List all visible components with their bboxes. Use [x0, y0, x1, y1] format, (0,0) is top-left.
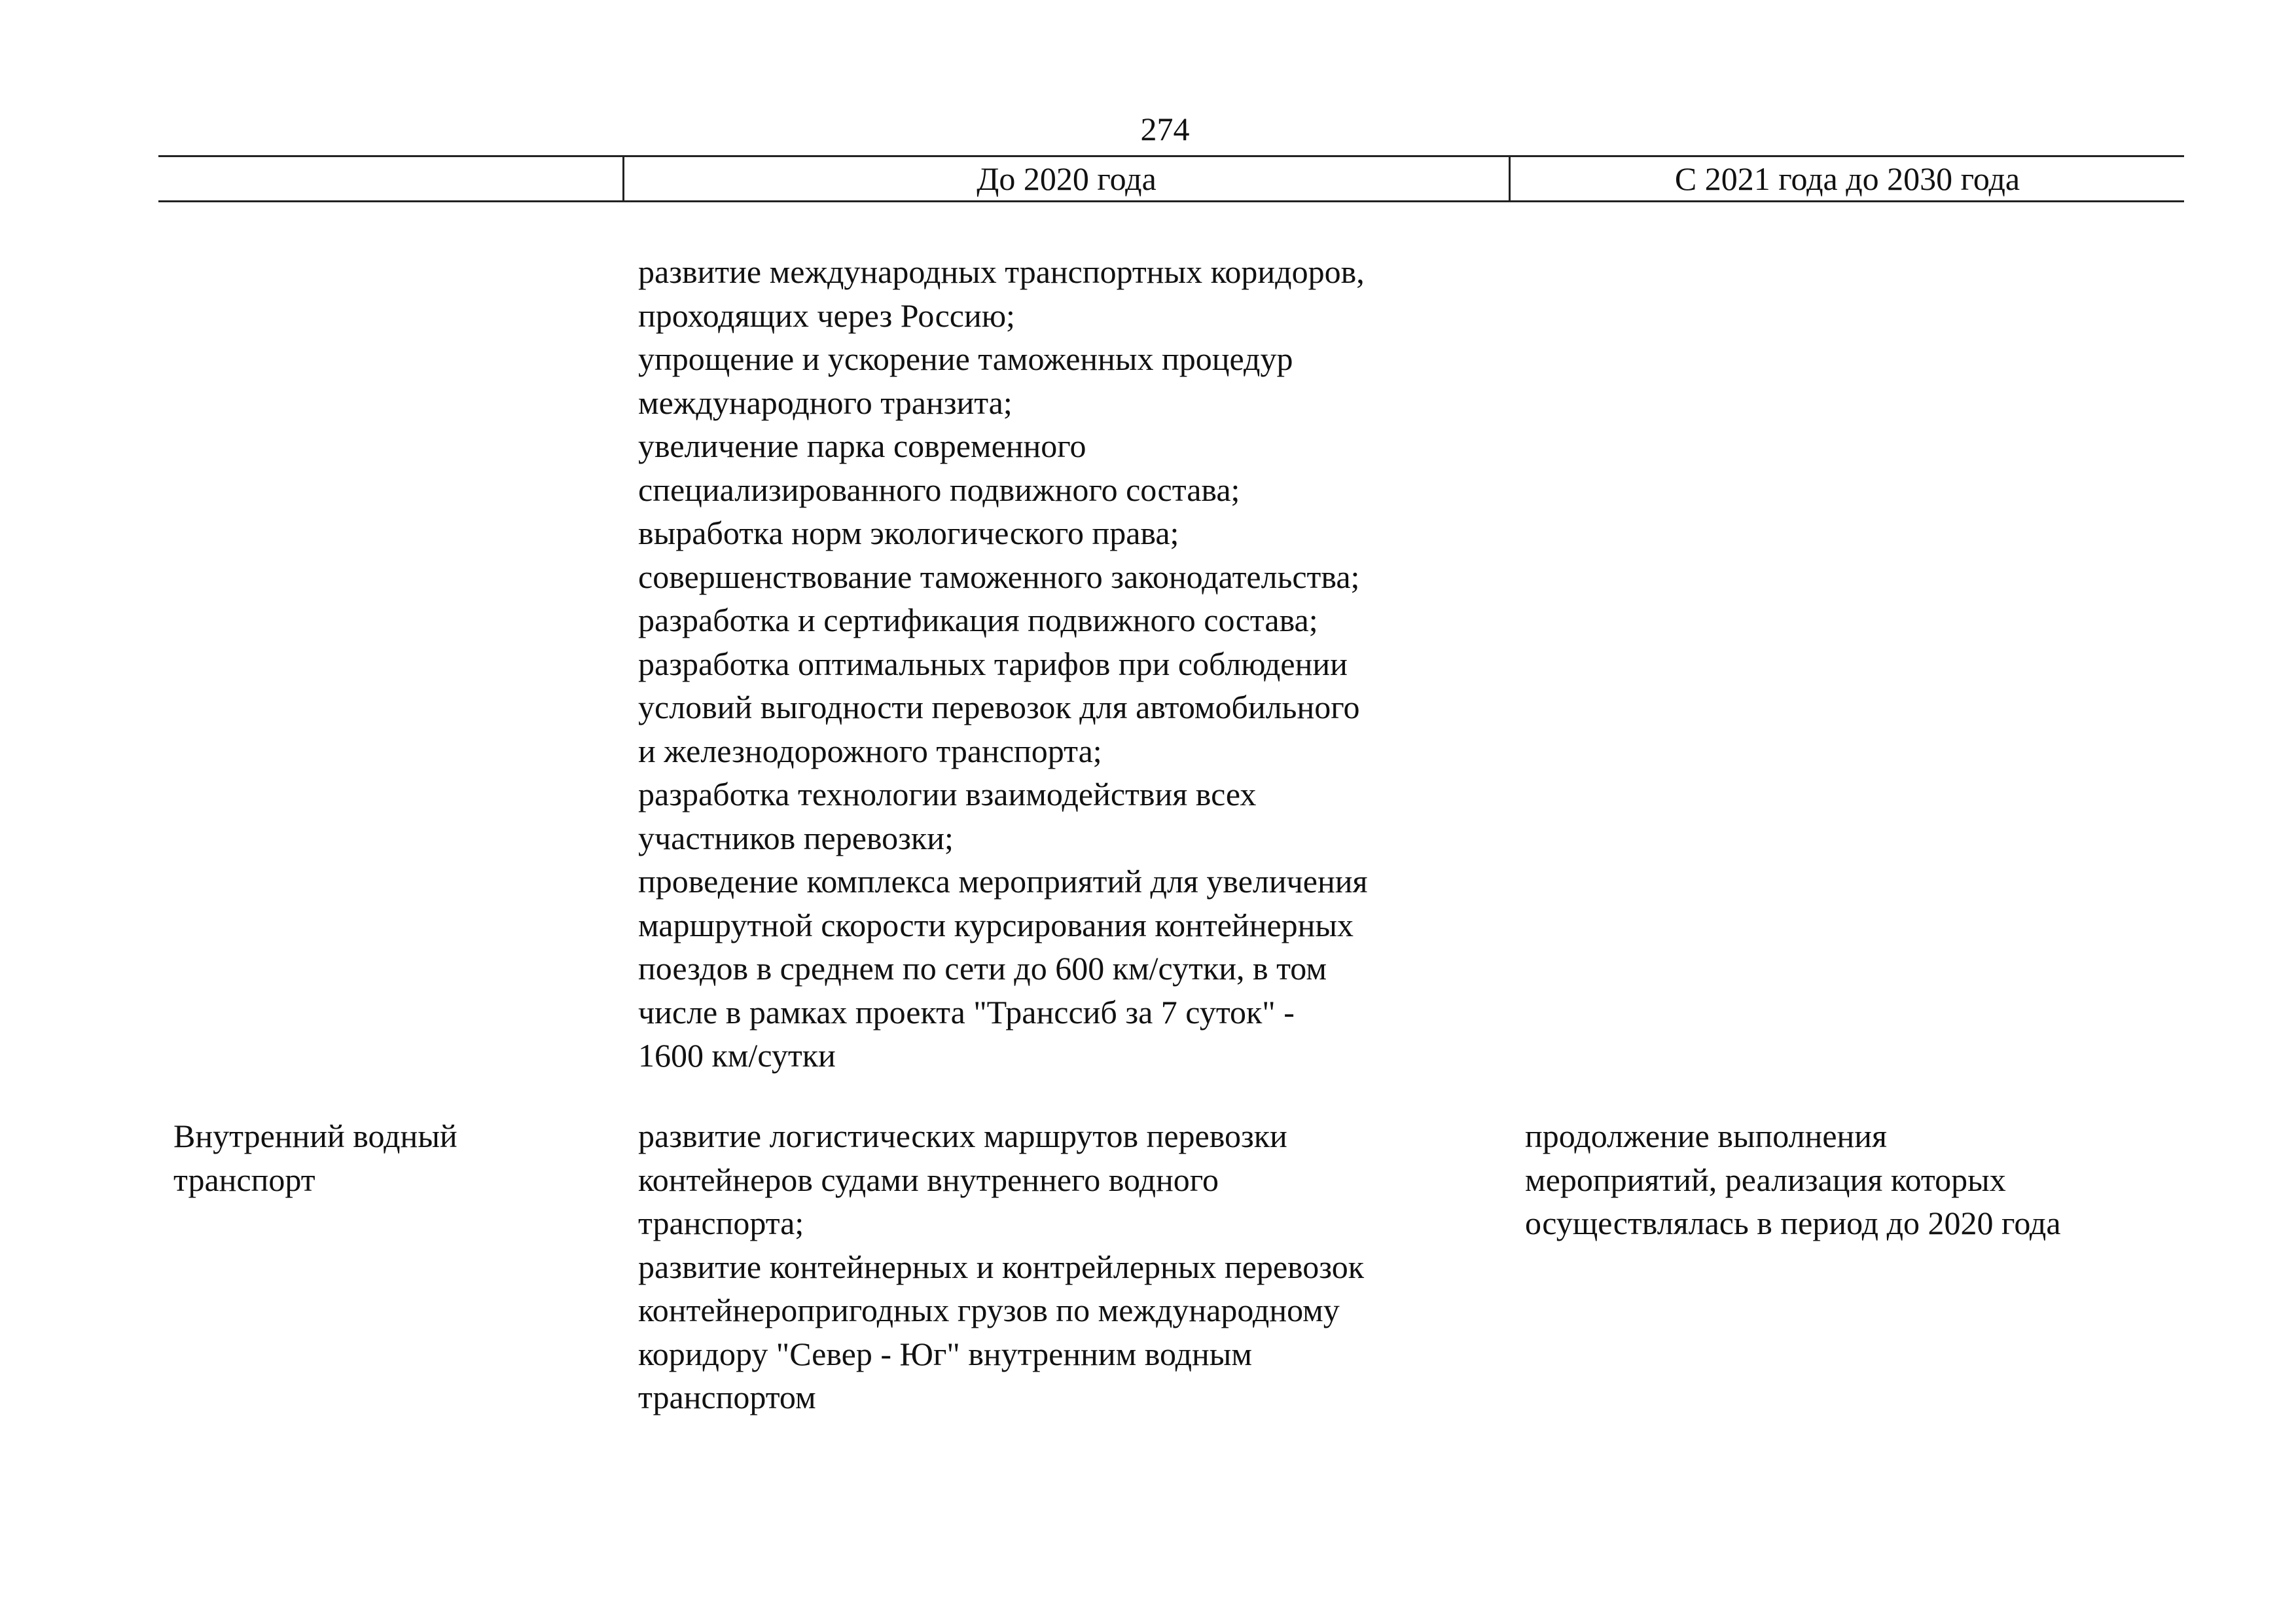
row-2-from-2021-measures: продолжение выполнения мероприятий, реализация которых осуществлялась в период до 2020 года	[1525, 1118, 2061, 1241]
row-2-until-2020-measures: развитие логистических маршрутов перевозки контейнеров судами внутреннего водного транспорта; развитие контейнерных и контрейлерных перевозок контейнеропригодных грузов по международному коридору "Север - Юг" внутренним водным транспортом	[638, 1118, 1365, 1415]
header-cell-2021-2030: С 2021 года до 2030 года	[1509, 157, 2184, 200]
row-2-category-inland-water-transport: Внутренний водный транспорт	[173, 1118, 457, 1198]
header-cell-category	[158, 157, 622, 200]
page-number: 274	[1140, 111, 1190, 147]
table-header	[158, 155, 2184, 202]
row-1-until-2020-measures: развитие международных транспортных коридоров, проходящих через Россию; упрощение и ускорение таможенных процедур международного транзита; увеличение парка современного специализированного подвижного состава; выработка норм экологического права; совершенствование таможенного законодательства; разработка и сертификация подвижного состава; разработка оптимальных тарифов при соблюдении условий выгодности перевозок для автомобильного и железнодорожного транспорта; разработка технологии взаимодействия всех участников перевозки; проведение комплекса мероприятий для увеличения маршрутной скорости курсирования контейнерных поездов в среднем по сети до 600 км/сутки, в том числе в рамках проекта "Транссиб за 7 суток" - 1600 км/сутки	[638, 253, 1368, 1074]
header-cell-until-2020: До 2020 года	[622, 157, 1509, 200]
